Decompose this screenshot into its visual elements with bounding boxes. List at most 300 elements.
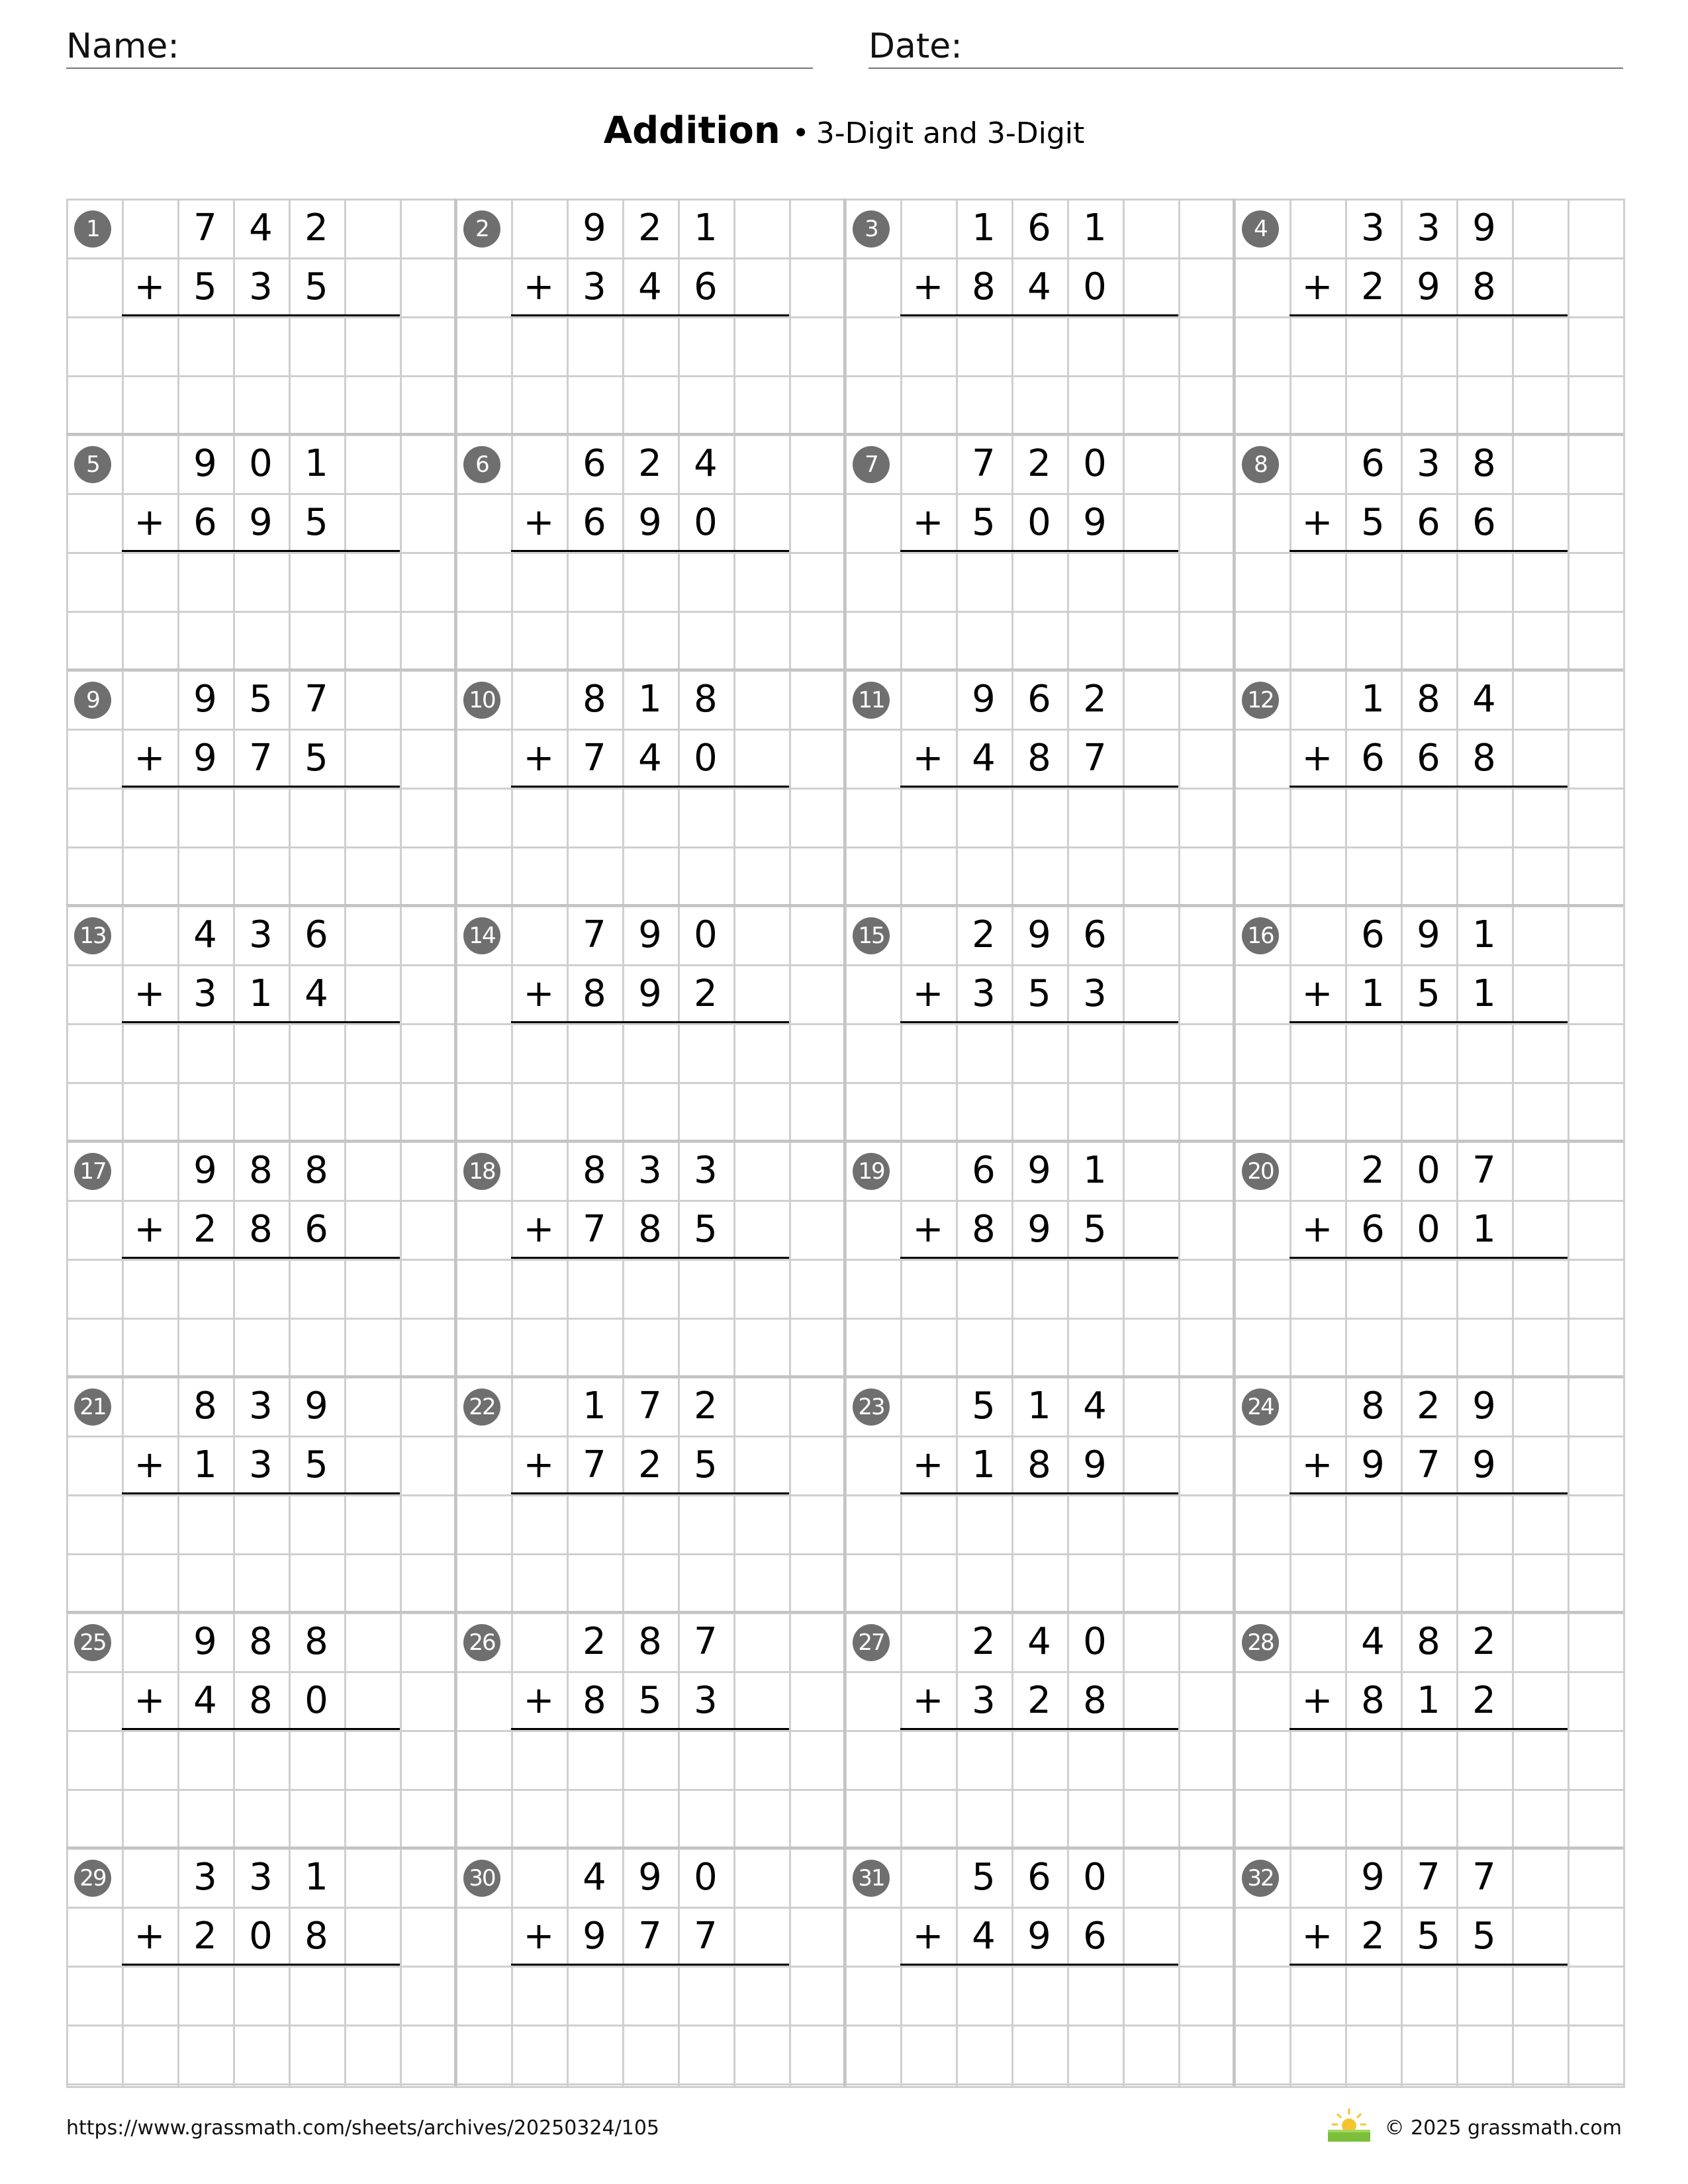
bottom-digit: 3 [1083,972,1107,1015]
top-digit: 8 [249,1620,273,1663]
plus-sign: + [134,265,165,308]
bottom-digit: 4 [638,737,662,780]
bottom-digit: 7 [638,1915,662,1958]
problem-18 [455,1141,845,1377]
plus-sign: + [1301,265,1333,308]
problem-27 [845,1612,1234,1848]
top-digit: 4 [1083,1385,1107,1428]
problem-number-badge: 17 [74,1153,111,1190]
problem-25 [66,1612,455,1848]
top-digit: 8 [305,1149,328,1192]
bottom-digit: 5 [1361,501,1385,544]
problem-7 [845,434,1234,670]
date-line[interactable] [868,68,1623,69]
problem-number-badge: 23 [853,1388,890,1426]
answer-area[interactable] [122,1494,400,1612]
bottom-digit: 2 [1361,265,1385,308]
plus-sign: + [912,1443,944,1486]
problem-16 [1234,905,1623,1141]
top-digit: 2 [305,206,328,250]
top-digit: 2 [1472,1620,1496,1663]
bottom-digit: 8 [1472,737,1496,780]
bottom-digit: 1 [1361,972,1385,1015]
problem-26 [455,1612,845,1848]
top-digit: 8 [249,1149,273,1192]
title-main: Addition [603,109,780,152]
problem-20 [1234,1141,1623,1377]
top-digit: 0 [694,1856,718,1899]
problem-5 [66,434,455,670]
bottom-digit: 9 [1361,1443,1385,1486]
bottom-digit: 8 [972,265,996,308]
top-digit: 3 [1417,442,1440,485]
bottom-digit: 8 [249,1208,273,1251]
top-digit: 5 [249,678,273,721]
name-line[interactable] [66,68,813,69]
problem-14 [455,905,845,1141]
bottom-digit: 5 [1083,1208,1107,1251]
top-digit: 9 [583,206,606,250]
bottom-digit: 2 [1472,1679,1496,1722]
plus-sign: + [523,737,555,780]
problem-number-badge: 3 [853,210,890,248]
bottom-digit: 7 [583,737,606,780]
bottom-digit: 8 [1083,1679,1107,1722]
bottom-digit: 3 [249,265,273,308]
bottom-digit: 9 [249,501,273,544]
answer-area[interactable] [1289,1259,1568,1377]
bottom-digit: 0 [249,1915,273,1958]
plus-sign: + [912,265,944,308]
plus-sign: + [134,1679,165,1722]
problem-number-badge: 8 [1242,446,1279,483]
bottom-digit: 8 [583,1679,606,1722]
bottom-digit: 5 [694,1208,718,1251]
top-digit: 2 [583,1620,606,1663]
top-digit: 6 [1361,442,1385,485]
footer-copyright: © 2025 grassmath.com [1384,2116,1622,2140]
top-digit: 9 [1417,913,1440,956]
answer-area[interactable] [900,1259,1178,1377]
bottom-digit: 4 [638,265,662,308]
top-digit: 3 [193,1856,217,1899]
top-digit: 9 [1027,1149,1051,1192]
top-digit: 4 [249,206,273,250]
plus-sign: + [523,1679,555,1722]
top-digit: 1 [972,206,996,250]
bottom-digit: 6 [1417,501,1440,544]
answer-area[interactable] [511,1023,789,1141]
plus-sign: + [134,501,165,544]
bottom-digit: 9 [1083,501,1107,544]
top-digit: 1 [1361,678,1385,721]
problem-22 [455,1377,845,1612]
problem-17 [66,1141,455,1377]
plus-sign: + [523,1443,555,1486]
top-digit: 2 [1027,442,1051,485]
plus-sign: + [134,737,165,780]
plus-sign: + [1301,972,1333,1015]
top-digit: 7 [694,1620,718,1663]
top-digit: 9 [1361,1856,1385,1899]
answer-area[interactable] [1289,552,1568,670]
problem-number-badge: 21 [74,1388,111,1426]
top-digit: 1 [1083,206,1107,250]
answer-area[interactable] [900,788,1178,905]
bottom-digit: 2 [638,1443,662,1486]
bottom-digit: 4 [972,1915,996,1958]
bottom-digit: 2 [694,972,718,1015]
top-digit: 7 [193,206,217,250]
problem-number-badge: 7 [853,446,890,483]
top-digit: 9 [193,678,217,721]
answer-area[interactable] [122,552,400,670]
problem-30 [455,1848,845,2083]
top-digit: 3 [1417,206,1440,250]
answer-area[interactable] [511,1259,789,1377]
answer-area[interactable] [122,316,400,434]
bottom-digit: 8 [972,1208,996,1251]
answer-area[interactable] [900,1494,1178,1612]
top-digit: 4 [1472,678,1496,721]
answer-area[interactable] [511,552,789,670]
problem-number-badge: 6 [463,446,500,483]
bottom-digit: 4 [305,972,328,1015]
problem-number-badge: 18 [463,1153,500,1190]
top-digit: 6 [972,1149,996,1192]
top-digit: 9 [638,1856,662,1899]
top-digit: 9 [193,442,217,485]
bottom-digit: 5 [638,1679,662,1722]
top-digit: 4 [694,442,718,485]
bottom-digit: 5 [972,501,996,544]
bottom-digit: 0 [305,1679,328,1722]
top-digit: 3 [638,1149,662,1192]
answer-area[interactable] [1289,1023,1568,1141]
answer-area[interactable] [511,1494,789,1612]
bottom-digit: 5 [305,1443,328,1486]
bottom-digit: 4 [972,737,996,780]
top-digit: 3 [1361,206,1385,250]
title-separator: • [792,116,810,150]
bottom-digit: 0 [1417,1208,1440,1251]
bottom-digit: 1 [193,1443,217,1486]
bottom-digit: 7 [1083,737,1107,780]
problem-8 [1234,434,1623,670]
top-digit: 2 [972,1620,996,1663]
bottom-digit: 1 [249,972,273,1015]
answer-area[interactable] [900,1730,1178,1848]
problem-number-badge: 26 [463,1624,500,1661]
problem-number-badge: 22 [463,1388,500,1426]
top-digit: 0 [249,442,273,485]
plus-sign: + [1301,737,1333,780]
bottom-digit: 9 [193,737,217,780]
bottom-digit: 6 [305,1208,328,1251]
answer-area[interactable] [1289,1494,1568,1612]
top-digit: 1 [305,442,328,485]
top-digit: 2 [638,442,662,485]
top-digit: 2 [1083,678,1107,721]
answer-area[interactable] [511,788,789,905]
plus-sign: + [134,1443,165,1486]
problem-number-badge: 5 [74,446,111,483]
top-digit: 9 [972,678,996,721]
top-digit: 8 [638,1620,662,1663]
top-digit: 8 [1472,442,1496,485]
bottom-digit: 7 [694,1915,718,1958]
bottom-digit: 2 [193,1208,217,1251]
bottom-digit: 9 [1083,1443,1107,1486]
plus-sign: + [912,972,944,1015]
name-label: Name: [66,26,179,66]
top-digit: 1 [1472,913,1496,956]
plus-sign: + [1301,501,1333,544]
problem-1 [66,199,455,434]
top-digit: 6 [305,913,328,956]
top-digit: 8 [1361,1385,1385,1428]
problem-number-badge: 20 [1242,1153,1279,1190]
plus-sign: + [1301,1679,1333,1722]
plus-sign: + [1301,1443,1333,1486]
top-digit: 4 [193,913,217,956]
bottom-digit: 8 [583,972,606,1015]
problem-10 [455,670,845,905]
bottom-digit: 5 [1417,1915,1440,1958]
plus-sign: + [134,972,165,1015]
bottom-digit: 3 [694,1679,718,1722]
problem-number-badge: 28 [1242,1624,1279,1661]
problem-6 [455,434,845,670]
problem-29 [66,1848,455,2083]
top-digit: 6 [1027,1856,1051,1899]
problem-number-badge: 29 [74,1860,111,1897]
bottom-digit: 0 [1083,265,1107,308]
plus-sign: + [134,1208,165,1251]
answer-area[interactable] [511,1730,789,1848]
answer-area[interactable] [900,1966,1178,2083]
plus-sign: + [523,265,555,308]
answer-area[interactable] [511,1966,789,2083]
footer-url[interactable]: https://www.grassmath.com/sheets/archives/20250324/105 [66,2116,660,2140]
problem-3 [845,199,1234,434]
bottom-digit: 8 [1361,1679,1385,1722]
top-digit: 3 [249,913,273,956]
bottom-digit: 3 [249,1443,273,1486]
bottom-digit: 8 [1027,737,1051,780]
bottom-digit: 9 [1027,1208,1051,1251]
top-digit: 1 [1027,1385,1051,1428]
top-digit: 3 [249,1856,273,1899]
plus-sign: + [912,1915,944,1958]
problem-15 [845,905,1234,1141]
bottom-digit: 7 [583,1208,606,1251]
problem-number-badge: 27 [853,1624,890,1661]
bottom-digit: 3 [972,972,996,1015]
bottom-digit: 3 [193,972,217,1015]
top-digit: 9 [193,1620,217,1663]
bottom-digit: 4 [193,1679,217,1722]
bottom-digit: 8 [305,1915,328,1958]
answer-area[interactable] [122,1966,400,2083]
problem-12 [1234,670,1623,905]
answer-area[interactable] [1289,1966,1568,2083]
top-digit: 7 [972,442,996,485]
problem-number-badge: 1 [74,210,111,248]
worksheet-title [0,105,1688,166]
answer-area[interactable] [1289,788,1568,905]
answer-area[interactable] [900,1023,1178,1141]
answer-area[interactable] [900,316,1178,434]
bottom-digit: 9 [638,972,662,1015]
bottom-digit: 8 [638,1208,662,1251]
problem-number-badge: 2 [463,210,500,248]
bottom-digit: 1 [1472,972,1496,1015]
problem-number-badge: 4 [1242,210,1279,248]
top-digit: 6 [1027,678,1051,721]
problem-11 [845,670,1234,905]
top-digit: 7 [638,1385,662,1428]
bottom-digit: 9 [638,501,662,544]
problem-24 [1234,1377,1623,1612]
top-digit: 7 [1472,1149,1496,1192]
top-digit: 9 [193,1149,217,1192]
top-digit: 7 [305,678,328,721]
bottom-digit: 6 [583,501,606,544]
problem-number-badge: 10 [463,682,500,719]
problem-number-badge: 31 [853,1860,890,1897]
problem-number-badge: 25 [74,1624,111,1661]
top-digit: 2 [638,206,662,250]
plus-sign: + [1301,1208,1333,1251]
top-digit: 3 [249,1385,273,1428]
bottom-digit: 6 [1472,501,1496,544]
top-digit: 4 [583,1856,606,1899]
problem-4 [1234,199,1623,434]
bottom-digit: 7 [249,737,273,780]
top-digit: 7 [1472,1856,1496,1899]
bottom-digit: 6 [193,501,217,544]
answer-area[interactable] [122,1023,400,1141]
top-digit: 5 [972,1856,996,1899]
bottom-digit: 2 [1027,1679,1051,1722]
bottom-digit: 5 [305,265,328,308]
answer-area[interactable] [122,1259,400,1377]
bottom-digit: 5 [694,1443,718,1486]
bottom-digit: 6 [694,265,718,308]
bottom-digit: 5 [1027,972,1051,1015]
bottom-digit: 6 [1361,737,1385,780]
top-digit: 0 [1083,1856,1107,1899]
top-digit: 9 [638,913,662,956]
problem-grid [66,199,1625,2088]
bottom-digit: 8 [1027,1443,1051,1486]
bottom-digit: 9 [1417,265,1440,308]
bottom-digit: 0 [694,737,718,780]
problem-23 [845,1377,1234,1612]
top-digit: 8 [1417,678,1440,721]
answer-area[interactable] [122,788,400,905]
top-digit: 9 [1472,206,1496,250]
answer-area[interactable] [122,1730,400,1848]
top-digit: 9 [305,1385,328,1428]
plus-sign: + [912,501,944,544]
bottom-digit: 3 [583,265,606,308]
problem-number-badge: 19 [853,1153,890,1190]
bottom-digit: 8 [1472,265,1496,308]
bottom-digit: 5 [1417,972,1440,1015]
problem-number-badge: 11 [853,682,890,719]
answer-area[interactable] [900,552,1178,670]
problem-number-badge: 16 [1242,917,1279,954]
plus-sign: + [1301,1915,1333,1958]
problem-number-badge: 30 [463,1860,500,1897]
problem-21 [66,1377,455,1612]
top-digit: 9 [1027,913,1051,956]
problem-number-badge: 13 [74,917,111,954]
problem-2 [455,199,845,434]
problem-number-badge: 12 [1242,682,1279,719]
answer-area[interactable] [511,316,789,434]
problem-number-badge: 24 [1242,1388,1279,1426]
bottom-digit: 2 [193,1915,217,1958]
bottom-digit: 4 [1027,265,1051,308]
top-digit: 9 [1472,1385,1496,1428]
bottom-digit: 2 [1361,1915,1385,1958]
top-digit: 8 [193,1385,217,1428]
bottom-digit: 3 [972,1679,996,1722]
top-digit: 4 [1361,1620,1385,1663]
plus-sign: + [912,737,944,780]
top-digit: 8 [1417,1620,1440,1663]
top-digit: 1 [583,1385,606,1428]
title-subtitle: 3-Digit and 3-Digit [816,116,1085,150]
plus-sign: + [912,1679,944,1722]
answer-area[interactable] [1289,316,1568,434]
grassmath-logo [1325,2106,1373,2143]
top-digit: 1 [694,206,718,250]
top-digit: 8 [583,678,606,721]
top-digit: 0 [694,913,718,956]
top-digit: 8 [583,1149,606,1192]
problem-13 [66,905,455,1141]
plus-sign: + [523,501,555,544]
problem-number-badge: 9 [74,682,111,719]
top-digit: 6 [1027,206,1051,250]
bottom-digit: 1 [1417,1679,1440,1722]
top-digit: 0 [1083,442,1107,485]
top-digit: 1 [305,1856,328,1899]
problem-31 [845,1848,1234,2083]
bottom-digit: 5 [305,501,328,544]
top-digit: 0 [1083,1620,1107,1663]
top-digit: 6 [1083,913,1107,956]
bottom-digit: 9 [1472,1443,1496,1486]
bottom-digit: 0 [1027,501,1051,544]
top-digit: 4 [1027,1620,1051,1663]
bottom-digit: 8 [249,1679,273,1722]
problem-19 [845,1141,1234,1377]
problem-28 [1234,1612,1623,1848]
top-digit: 8 [305,1620,328,1663]
bottom-digit: 7 [1417,1443,1440,1486]
plus-sign: + [523,1915,555,1958]
bottom-digit: 9 [583,1915,606,1958]
top-digit: 1 [1083,1149,1107,1192]
answer-area[interactable] [1289,1730,1568,1848]
problem-number-badge: 32 [1242,1860,1279,1897]
bottom-digit: 5 [193,265,217,308]
